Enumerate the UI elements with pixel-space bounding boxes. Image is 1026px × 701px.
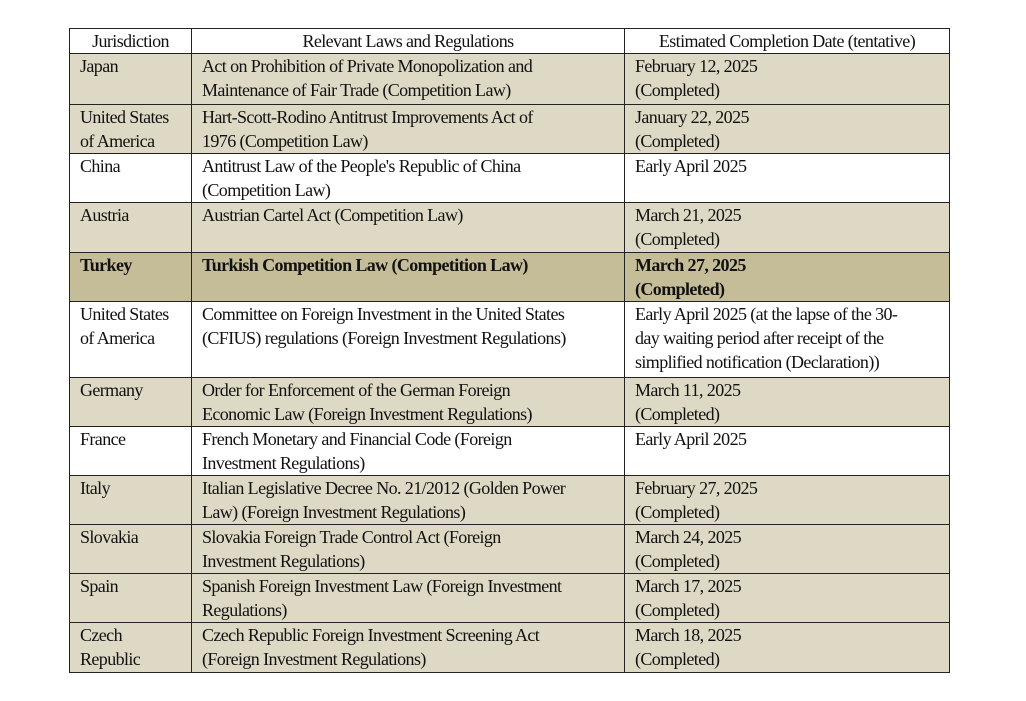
cell-date: January 22, 2025 (Completed) xyxy=(625,105,950,154)
cell-jurisdiction: Japan xyxy=(70,54,192,105)
cell-date: February 27, 2025 (Completed) xyxy=(625,476,950,525)
cell-jurisdiction: Slovakia xyxy=(70,525,192,574)
table-row xyxy=(70,574,950,623)
cell-date: Early April 2025 xyxy=(625,427,950,476)
table-row xyxy=(70,253,950,302)
cell-date: March 24, 2025 (Completed) xyxy=(625,525,950,574)
cell-law: Czech Republic Foreign Investment Screening Act (Foreign Investment Regulations) xyxy=(192,623,625,673)
cell-jurisdiction: Germany xyxy=(70,378,192,427)
table-row xyxy=(70,203,950,253)
cell-jurisdiction: United States of America xyxy=(70,302,192,378)
cell-jurisdiction: United States of America xyxy=(70,105,192,154)
table-row xyxy=(70,427,950,476)
cell-law: Italian Legislative Decree No. 21/2012 (Golden Power Law) (Foreign Investment Regulations) xyxy=(192,476,625,525)
cell-jurisdiction: China xyxy=(70,154,192,203)
table-row xyxy=(70,525,950,574)
cell-law: Hart-Scott-Rodino Antitrust Improvements Act of 1976 (Competition Law) xyxy=(192,105,625,154)
cell-jurisdiction: Turkey xyxy=(70,253,192,302)
header-row xyxy=(70,29,950,54)
cell-law: Antitrust Law of the People's Republic of China (Competition Law) xyxy=(192,154,625,203)
table-row xyxy=(70,623,950,673)
cell-law: Order for Enforcement of the German Foreign Economic Law (Foreign Investment Regulations) xyxy=(192,378,625,427)
cell-law: Turkish Competition Law (Competition Law) xyxy=(192,253,625,302)
cell-date: March 11, 2025 (Completed) xyxy=(625,378,950,427)
table-row xyxy=(70,154,950,203)
cell-law: Austrian Cartel Act (Competition Law) xyxy=(192,203,625,253)
cell-law: Act on Prohibition of Private Monopolization and Maintenance of Fair Trade (Competition Law) xyxy=(192,54,625,105)
cell-jurisdiction: Spain xyxy=(70,574,192,623)
cell-law: Slovakia Foreign Trade Control Act (Foreign Investment Regulations) xyxy=(192,525,625,574)
cell-date: February 12, 2025 (Completed) xyxy=(625,54,950,105)
header-completion-date: Estimated Completion Date (tentative) xyxy=(625,29,950,54)
cell-jurisdiction: Czech Republic xyxy=(70,623,192,673)
cell-date: March 17, 2025 (Completed) xyxy=(625,574,950,623)
header-jurisdiction: Jurisdiction xyxy=(70,29,192,54)
cell-law: Committee on Foreign Investment in the United States (CFIUS) regulations (Foreign Investment Regulations) xyxy=(192,302,625,378)
regulatory-approvals-table xyxy=(69,28,950,673)
table-row xyxy=(70,54,950,105)
table-row xyxy=(70,105,950,154)
cell-jurisdiction: Austria xyxy=(70,203,192,253)
cell-date: March 21, 2025 (Completed) xyxy=(625,203,950,253)
table-row xyxy=(70,302,950,378)
cell-jurisdiction: Italy xyxy=(70,476,192,525)
cell-date: March 27, 2025 (Completed) xyxy=(625,253,950,302)
cell-law: French Monetary and Financial Code (Foreign Investment Regulations) xyxy=(192,427,625,476)
header-laws: Relevant Laws and Regulations xyxy=(192,29,625,54)
table-row xyxy=(70,378,950,427)
cell-law: Spanish Foreign Investment Law (Foreign Investment Regulations) xyxy=(192,574,625,623)
cell-date: Early April 2025 xyxy=(625,154,950,203)
cell-date: March 18, 2025 (Completed) xyxy=(625,623,950,673)
cell-jurisdiction: France xyxy=(70,427,192,476)
cell-date: Early April 2025 (at the lapse of the 30- day waiting period after receipt of the simplified notification (Declaration)) xyxy=(625,302,950,378)
table-row xyxy=(70,476,950,525)
